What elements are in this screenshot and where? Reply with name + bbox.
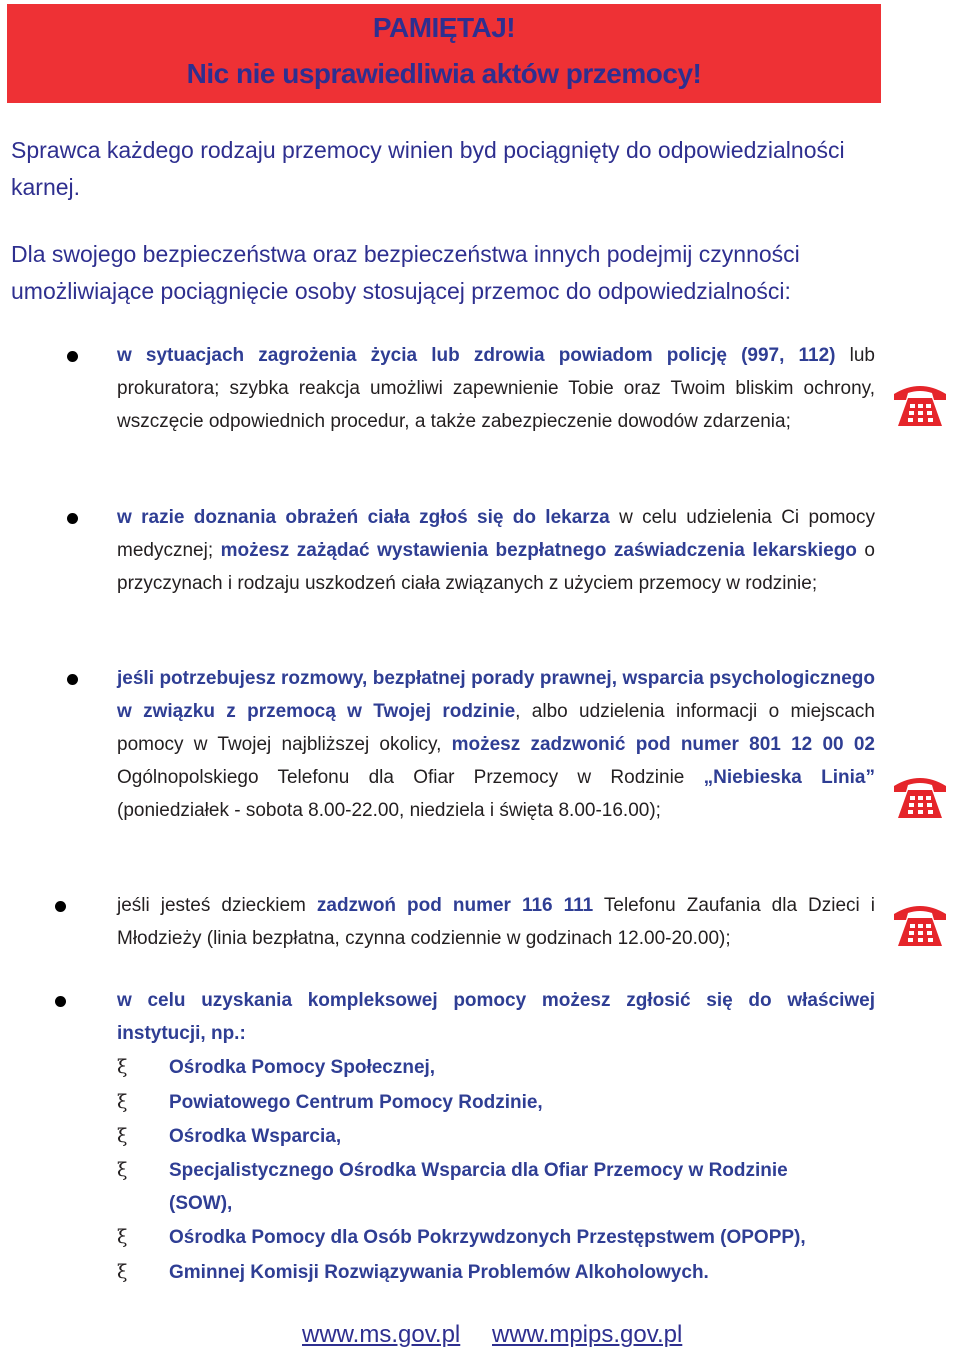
xi-bullet-icon: ξ <box>117 1125 128 1147</box>
intro-paragraph-2: Dla swojego bezpieczeństwa oraz bezpieczeństwa innych podejmij czynności umożliwiające pociągnięcie osoby stosującej przemoc do odpowiedzialności: <box>11 241 800 304</box>
item-highlight: w celu uzyskania kompleksowej pomocy możesz zgłosić się do właściwej instytucji, np.: <box>117 990 875 1044</box>
item-highlight: zadzwoń pod numer 116 111 <box>316 895 594 916</box>
list-item-institutions <box>117 984 875 1050</box>
list-item-police <box>117 339 875 438</box>
item-highlight: możesz zażądać wystawienia bezpłatnego zaświadczenia lekarskiego <box>220 540 857 561</box>
link-ms-gov[interactable]: www.ms.gov.pl <box>302 1321 461 1348</box>
item-text: , albo udzielenia informacji o miejscach pomocy w Twojej najbliższej okolicy, <box>117 701 875 755</box>
item-text: w celu udzielenia Ci pomocy medycznej; <box>117 507 875 561</box>
intro-paragraph-1: Sprawca każdego rodzaju przemocy winien byd pociągnięty do odpowiedzialności karnej. <box>11 137 845 200</box>
item-highlight: jeśli potrzebujesz rozmowy, bezpłatnej porady prawnej, wsparcia psychologicznego w związku z przemocą w Twojej rodzinie <box>117 668 875 722</box>
xi-bullet-icon: ξ <box>117 1261 128 1283</box>
xi-bullet-icon: ξ <box>117 1159 128 1181</box>
institution-item: ξ Ośrodka Wsparcia, <box>117 1120 341 1153</box>
institution-item: ξ Ośrodka Pomocy dla Osób Pokrzywdzonych Przestępstwem (OPOPP), <box>117 1221 806 1254</box>
telephone-icon <box>890 378 950 430</box>
bullet-icon <box>55 996 66 1007</box>
banner-subtitle: Nic nie usprawiedliwia aktów przemocy! <box>186 58 702 89</box>
item-text: Ogólnopolskiego Telefonu dla Ofiar Przemocy w Rodzinie <box>117 767 704 788</box>
bullet-icon <box>67 513 78 524</box>
bullet-icon <box>67 351 78 362</box>
link-mpips-gov[interactable]: www.mpips.gov.pl <box>492 1321 683 1348</box>
institution-item: ξ Powiatowego Centrum Pomocy Rodzinie, <box>117 1086 543 1119</box>
item-text: (poniedziałek - sobota 8.00-22.00, niedziela i święta 8.00-16.00); <box>117 800 661 821</box>
telephone-icon <box>890 770 950 822</box>
item-highlight: możesz zadzwonić pod numer 801 12 00 02 <box>451 734 875 755</box>
institution-item: ξ Specjalistycznego Ośrodka Wsparcia dla Ofiar Przemocy w Rodzinie <box>117 1154 788 1187</box>
telephone-icon <box>890 898 950 950</box>
item-highlight: w razie doznania obrażeń ciała zgłoś się do lekarza <box>117 507 610 528</box>
item-text: jeśli jesteś dzieckiem <box>117 895 317 916</box>
warning-banner <box>7 4 881 103</box>
xi-bullet-icon: ξ <box>117 1091 128 1113</box>
item-text: lub prokuratora; szybka reakcja umożliwi zapewnienie Tobie oraz Twoim bliskim ochrony, wszczęcie odpowiednich procedur, a także zabezpieczenie dowodów zdarzenia; <box>117 345 876 432</box>
institution-item: ξ Gminnej Komisji Rozwiązywania Problemów Alkoholowych. <box>117 1256 709 1289</box>
list-item-child-line <box>117 889 875 955</box>
item-highlight: w sytuacjach zagrożenia życia lub zdrowia powiadom policję (997, 112) <box>117 345 836 366</box>
list-item-doctor <box>117 501 875 600</box>
institution-item-continuation: (SOW), <box>169 1193 233 1214</box>
bullet-icon <box>55 901 66 912</box>
bullet-icon <box>67 674 78 685</box>
xi-bullet-icon: ξ <box>117 1226 128 1248</box>
item-text: Telefonu Zaufania dla Dzieci i Młodzieży (linia bezpłatna, czynna codziennie w godzinach 12.00-20.00); <box>117 895 876 949</box>
xi-bullet-icon: ξ <box>117 1056 128 1078</box>
item-text: o przyczynach i rodzaju uszkodzeń ciała związanych z użyciem przemocy w rodzinie; <box>117 540 875 594</box>
institution-item: ξ Ośrodka Pomocy Społecznej, <box>117 1051 435 1084</box>
banner-title: PAMIĘTAJ! <box>372 12 516 43</box>
list-item-hotline <box>117 662 875 827</box>
item-highlight: „Niebieska Linia” <box>703 767 875 788</box>
